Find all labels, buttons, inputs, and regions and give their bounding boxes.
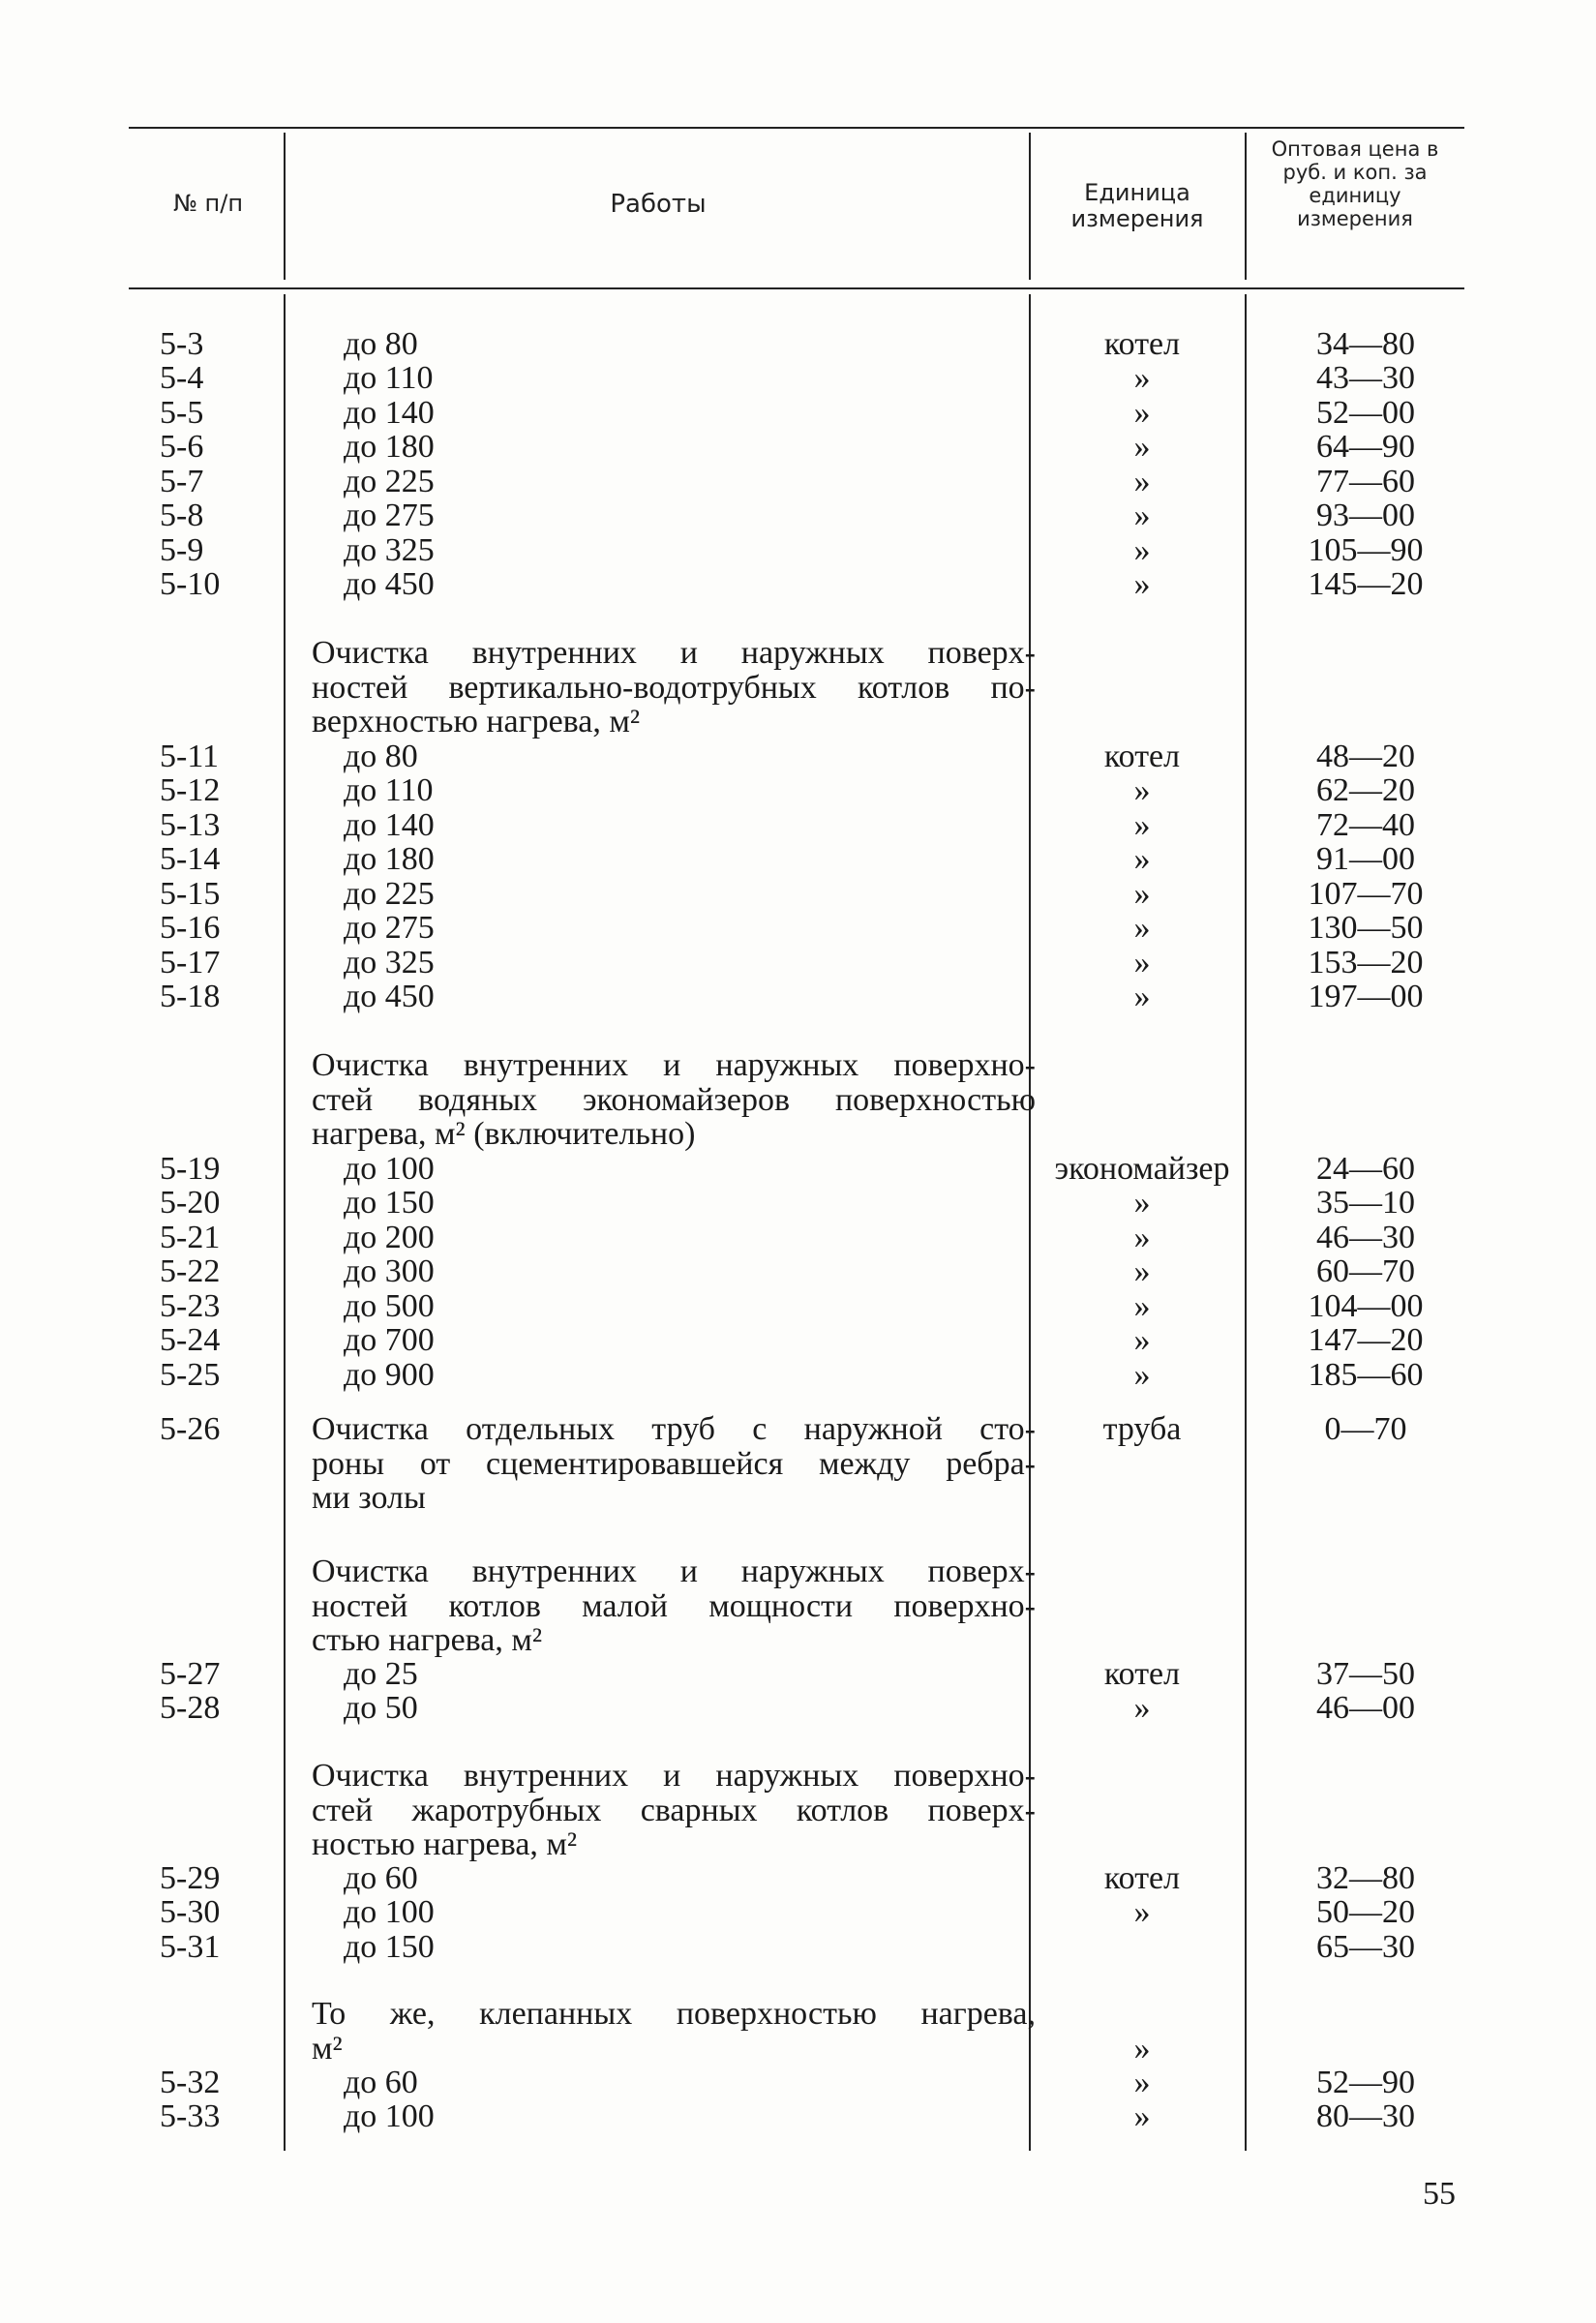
row-unit: » bbox=[1133, 2098, 1151, 2134]
section-line: нагрева, м² (включительно) bbox=[312, 1116, 696, 1152]
row-unit: » bbox=[1133, 566, 1151, 602]
row-num: 5-5 bbox=[160, 395, 204, 431]
row-unit: » bbox=[1133, 429, 1151, 465]
row-num: 5-29 bbox=[160, 1860, 221, 1896]
section-line: м² bbox=[312, 2030, 343, 2067]
section-line: стей водяных экономайзеров поверхностью bbox=[312, 1081, 1036, 1118]
row-price: 64—90 bbox=[1316, 429, 1415, 465]
row-work: до 450 bbox=[344, 979, 435, 1014]
row-num: 5-26 bbox=[160, 1411, 221, 1447]
row-price: 48—20 bbox=[1316, 739, 1415, 774]
row-unit: труба bbox=[1102, 1411, 1182, 1447]
row-num: 5-23 bbox=[160, 1288, 221, 1324]
row-unit: » bbox=[1133, 2065, 1151, 2100]
row-price: 80—30 bbox=[1316, 2098, 1415, 2134]
row-num: 5-31 bbox=[160, 1929, 221, 1965]
row-unit: » bbox=[1133, 1185, 1151, 1221]
section-line: Очистка внутренних и наружных поверх- bbox=[312, 635, 1036, 671]
row-num: 5-18 bbox=[160, 979, 221, 1014]
row-unit: » bbox=[1133, 1357, 1151, 1393]
section-description bbox=[312, 1412, 1036, 1516]
header-num: № п/п bbox=[172, 190, 244, 217]
row-work: до 200 bbox=[344, 1220, 435, 1255]
section-description bbox=[312, 1759, 1036, 1862]
section-line: ностей котлов малой мощности поверхно- bbox=[312, 1587, 1036, 1624]
section-description bbox=[312, 1997, 1036, 2066]
row-work: до 275 bbox=[344, 498, 435, 533]
row-work: до 80 bbox=[344, 739, 418, 774]
row-unit: » bbox=[1133, 772, 1151, 808]
row-price: 104—00 bbox=[1308, 1288, 1424, 1324]
row-unit: экономайзер bbox=[1054, 1151, 1230, 1187]
header-price: Оптовая цена в руб. и коп. за единицу измерения bbox=[1271, 137, 1439, 230]
row-num: 5-28 bbox=[160, 1690, 221, 1726]
section-line: стей жаротрубных сварных котлов поверх- bbox=[312, 1792, 1036, 1828]
row-work: до 325 bbox=[344, 945, 435, 980]
row-price: 197—00 bbox=[1308, 979, 1424, 1014]
row-price: 77—60 bbox=[1316, 464, 1415, 499]
row-work: до 80 bbox=[344, 326, 418, 362]
row-work: до 100 bbox=[344, 1151, 435, 1187]
row-num: 5-19 bbox=[160, 1151, 221, 1187]
row-work: до 60 bbox=[344, 1860, 418, 1896]
section-line: Очистка внутренних и наружных поверхно- bbox=[312, 1047, 1036, 1083]
row-price: 50—20 bbox=[1316, 1894, 1415, 1930]
section-description bbox=[312, 1554, 1036, 1658]
row-unit: » bbox=[1133, 979, 1151, 1014]
row-num: 5-7 bbox=[160, 464, 204, 499]
row-price: 93—00 bbox=[1316, 498, 1415, 533]
row-work: до 225 bbox=[344, 876, 435, 912]
column-divider-1 bbox=[284, 294, 286, 2151]
section-line: ностью нагрева, м² bbox=[312, 1826, 578, 1862]
header-unit: Единица измерения bbox=[1070, 179, 1204, 232]
section-description bbox=[312, 636, 1036, 739]
header-bottom-rule bbox=[129, 287, 1464, 289]
section-line: роны от сцементировавшейся между ребра- bbox=[312, 1445, 1036, 1482]
row-work: до 150 bbox=[344, 1185, 435, 1221]
row-num: 5-21 bbox=[160, 1220, 221, 1255]
row-work: до 180 bbox=[344, 841, 435, 877]
column-divider-2 bbox=[1029, 294, 1031, 2151]
row-unit: » bbox=[1133, 532, 1151, 568]
row-work: до 325 bbox=[344, 532, 435, 568]
row-price: 24—60 bbox=[1316, 1151, 1415, 1187]
row-unit: » bbox=[1133, 395, 1151, 431]
row-work: до 50 bbox=[344, 1690, 418, 1726]
row-unit: котел bbox=[1103, 1860, 1181, 1896]
row-num: 5-25 bbox=[160, 1357, 221, 1393]
row-price: 46—00 bbox=[1316, 1690, 1415, 1726]
row-num: 5-14 bbox=[160, 841, 221, 877]
row-unit: » bbox=[1133, 1322, 1151, 1358]
row-price: 153—20 bbox=[1308, 945, 1424, 980]
row-unit: » bbox=[1133, 360, 1151, 396]
row-unit: » bbox=[1133, 841, 1151, 877]
row-num: 5-30 bbox=[160, 1894, 221, 1930]
row-num: 5-12 bbox=[160, 772, 221, 808]
row-price: 105—90 bbox=[1308, 532, 1424, 568]
section-line: Очистка внутренних и наружных поверх- bbox=[312, 1554, 1036, 1589]
row-price: 52—00 bbox=[1316, 395, 1415, 431]
section-line: ностей вертикально-водотрубных котлов по- bbox=[312, 669, 1036, 706]
row-work: до 150 bbox=[344, 1929, 435, 1965]
row-price: 72—40 bbox=[1316, 807, 1415, 843]
row-price: 145—20 bbox=[1308, 566, 1424, 602]
row-unit: котел bbox=[1103, 1656, 1181, 1692]
section-line: Очистка внутренних и наружных поверхно- bbox=[312, 1758, 1036, 1794]
row-work: до 140 bbox=[344, 395, 435, 431]
row-num: 5-22 bbox=[160, 1253, 221, 1289]
row-unit: » bbox=[1133, 1253, 1151, 1289]
row-unit: » bbox=[1133, 910, 1151, 946]
row-price: 185—60 bbox=[1308, 1357, 1424, 1393]
header-divider-2 bbox=[1029, 133, 1031, 280]
row-unit: » bbox=[1133, 1220, 1151, 1255]
header-works: Работы bbox=[610, 190, 707, 219]
row-unit: » bbox=[1133, 1288, 1151, 1324]
row-work: до 25 bbox=[344, 1656, 418, 1692]
page-number: 55 bbox=[1423, 2176, 1456, 2212]
section-line: верхностью нагрева, м² bbox=[312, 704, 641, 739]
row-num: 5-9 bbox=[160, 532, 204, 568]
row-price: 65—30 bbox=[1316, 1929, 1415, 1965]
row-unit: » bbox=[1133, 1894, 1151, 1930]
row-price: 62—20 bbox=[1316, 772, 1415, 808]
row-price: 32—80 bbox=[1316, 1860, 1415, 1896]
row-num: 5-24 bbox=[160, 1322, 221, 1358]
row-price: 130—50 bbox=[1308, 910, 1424, 946]
row-work: до 180 bbox=[344, 429, 435, 465]
row-unit: » bbox=[1133, 464, 1151, 499]
row-num: 5-27 bbox=[160, 1656, 221, 1692]
row-work: до 450 bbox=[344, 566, 435, 602]
table-top-rule bbox=[129, 127, 1464, 129]
section-line: Очистка отдельных труб с наружной сто- bbox=[312, 1411, 1036, 1447]
row-price: 37—50 bbox=[1316, 1656, 1415, 1692]
row-price: 0—70 bbox=[1324, 1411, 1407, 1447]
row-work: до 700 bbox=[344, 1322, 435, 1358]
row-price: 35—10 bbox=[1316, 1185, 1415, 1221]
row-num: 5-16 bbox=[160, 910, 221, 946]
row-num: 5-8 bbox=[160, 498, 204, 533]
row-work: до 60 bbox=[344, 2065, 418, 2100]
row-price: 91—00 bbox=[1316, 841, 1415, 877]
row-price: 147—20 bbox=[1308, 1322, 1424, 1358]
row-num: 5-32 bbox=[160, 2065, 221, 2100]
row-work: до 110 bbox=[344, 772, 434, 808]
row-price: 46—30 bbox=[1316, 1220, 1415, 1255]
row-num: 5-3 bbox=[160, 326, 204, 362]
section-description bbox=[312, 1048, 1036, 1152]
row-work: до 140 bbox=[344, 807, 435, 843]
header-divider-1 bbox=[284, 133, 286, 280]
row-num: 5-33 bbox=[160, 2098, 221, 2134]
row-unit: » bbox=[1133, 2031, 1151, 2067]
row-num: 5-11 bbox=[160, 739, 220, 774]
row-price: 60—70 bbox=[1316, 1253, 1415, 1289]
row-num: 5-10 bbox=[160, 566, 221, 602]
row-num: 5-6 bbox=[160, 429, 204, 465]
row-num: 5-13 bbox=[160, 807, 221, 843]
row-work: до 900 bbox=[344, 1357, 435, 1393]
row-work: до 110 bbox=[344, 360, 434, 396]
section-line: То же, клепанных поверхностью нагрева, bbox=[312, 1996, 1036, 2032]
row-unit: » bbox=[1133, 945, 1151, 980]
row-work: до 100 bbox=[344, 1894, 435, 1930]
header-divider-3 bbox=[1245, 133, 1247, 280]
row-unit: » bbox=[1133, 876, 1151, 912]
row-price: 107—70 bbox=[1308, 876, 1424, 912]
row-work: до 225 bbox=[344, 464, 435, 499]
row-num: 5-4 bbox=[160, 360, 204, 396]
row-price: 52—90 bbox=[1316, 2065, 1415, 2100]
row-work: до 275 bbox=[344, 910, 435, 946]
row-work: до 100 bbox=[344, 2098, 435, 2134]
row-unit: котел bbox=[1103, 739, 1181, 774]
row-unit: » bbox=[1133, 498, 1151, 533]
section-line: стью нагрева, м² bbox=[312, 1622, 543, 1658]
row-work: до 500 bbox=[344, 1288, 435, 1324]
row-unit: котел bbox=[1103, 326, 1181, 362]
row-num: 5-20 bbox=[160, 1185, 221, 1221]
row-num: 5-17 bbox=[160, 945, 221, 980]
row-unit: » bbox=[1133, 807, 1151, 843]
row-num: 5-15 bbox=[160, 876, 221, 912]
row-price: 34—80 bbox=[1316, 326, 1415, 362]
section-line: ми золы bbox=[312, 1480, 426, 1516]
row-work: до 300 bbox=[344, 1253, 435, 1289]
row-unit: » bbox=[1133, 1690, 1151, 1726]
row-price: 43—30 bbox=[1316, 360, 1415, 396]
